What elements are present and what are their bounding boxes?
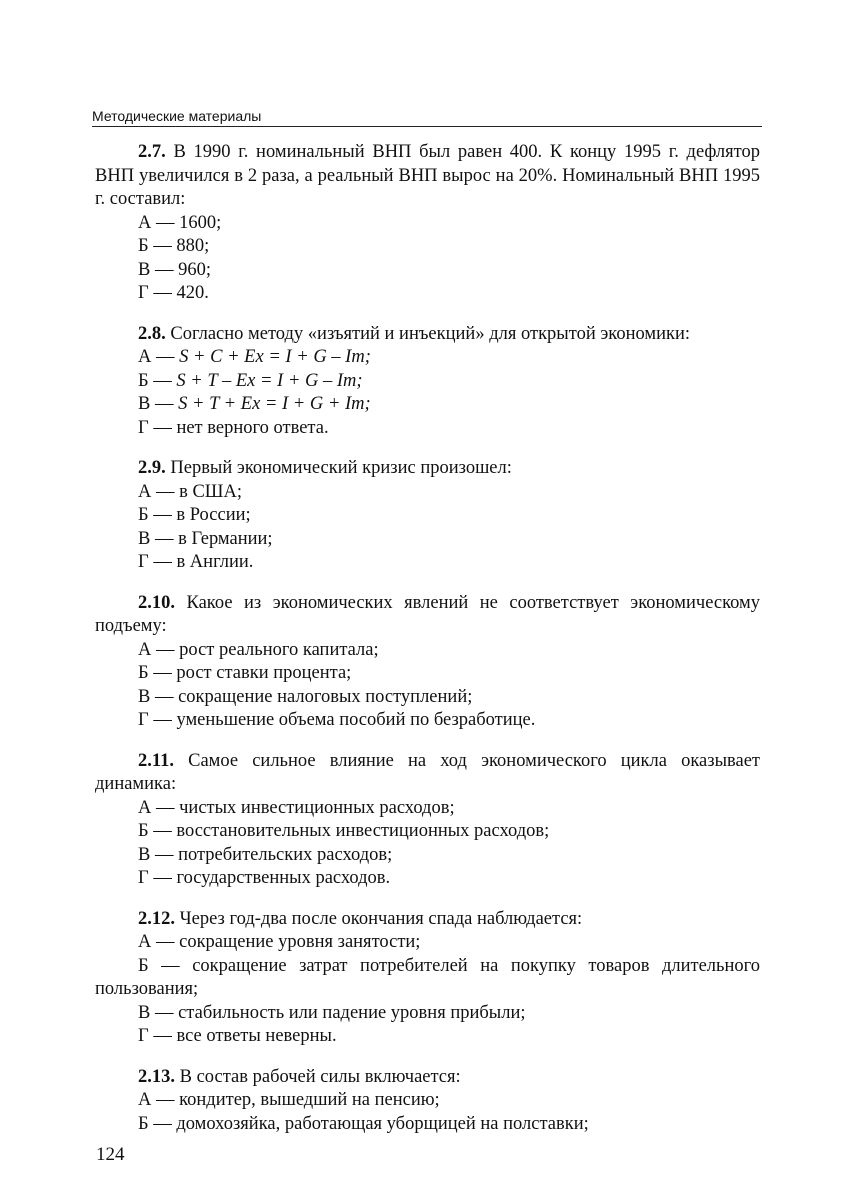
question-body: Первый экономический кризис произошел:	[170, 458, 512, 478]
answer-option-g: Г — в Англии.	[138, 552, 254, 572]
answer-option-g: Г — все ответы неверны.	[138, 1026, 337, 1046]
question-number: 2.10.	[138, 592, 175, 613]
question-2-11	[95, 750, 760, 891]
question-number: 2.8.	[138, 323, 166, 344]
answer-option-b: Б — 880;	[138, 236, 210, 256]
answer-option-b: Б — в России;	[138, 505, 251, 525]
question-text	[95, 323, 760, 347]
option-prefix: А —	[138, 347, 180, 367]
answer-option-g: Г — 420.	[138, 283, 209, 303]
question-2-8	[95, 323, 760, 441]
question-2-12	[95, 908, 760, 1049]
answer-option-v: В — сокращение налоговых поступлений;	[138, 686, 473, 707]
answer-option-v: В — потребительских расходов;	[138, 844, 393, 865]
answer-option-b: Б — восстановительных инвестиционных расходов;	[138, 821, 550, 841]
question-number: 2.7.	[138, 142, 166, 162]
answer-option-v	[95, 393, 760, 417]
question-text	[95, 1066, 760, 1090]
option-prefix: В —	[138, 394, 179, 414]
question-body: В состав рабочей силы включается:	[179, 1066, 461, 1087]
option-prefix: Б —	[138, 370, 177, 391]
question-text	[95, 750, 760, 797]
answer-option-g: Г — государственных расходов.	[138, 868, 391, 888]
option-prefix: Г — нет верного ответа.	[138, 417, 329, 438]
question-number: 2.13.	[138, 1066, 175, 1087]
page-content	[95, 141, 760, 1153]
option-formula: S + T – Ex = I + G – Im;	[176, 370, 363, 391]
question-2-7	[95, 141, 760, 306]
question-text	[95, 141, 760, 212]
page-number: 124	[96, 1144, 125, 1165]
question-2-13	[95, 1066, 760, 1137]
question-text	[95, 592, 760, 639]
question-2-9	[95, 457, 760, 575]
answer-option-a: А — чистых инвестиционных расходов;	[138, 797, 455, 818]
question-2-10	[95, 592, 760, 733]
question-body: Какое из экономических явлений не соответствует экономическому подъему:	[95, 592, 760, 636]
answer-option-a: А — 1600;	[138, 212, 222, 233]
answer-option-g: Г — уменьшение объема пособий по безработице.	[138, 710, 536, 730]
answer-option-a: А — рост реального капитала;	[138, 639, 379, 660]
answer-option-a: А — кондитер, вышедший на пенсию;	[138, 1090, 440, 1110]
option-formula: S + C + Ex = I + G – Im;	[179, 347, 371, 367]
answer-option-b: Б — рост ставки процента;	[138, 663, 352, 683]
question-number: 2.9.	[138, 458, 166, 478]
answer-option-a: А — сокращение уровня занятости;	[138, 932, 421, 952]
question-body: В 1990 г. номинальный ВНП был равен 400. К концу 1995 г. дефлятор ВНП увеличился в 2 раза, а реальный ВНП вырос на 20%. Номинальный ВНП 1995 г. составил:	[95, 142, 761, 209]
answer-option-g	[95, 417, 760, 441]
answer-option-v: В — в Германии;	[138, 528, 273, 549]
question-text	[95, 908, 760, 932]
question-text	[95, 457, 760, 481]
question-body: Согласно методу «изъятий и инъекций» для открытой экономики:	[170, 323, 691, 344]
answer-option-a: А — в США;	[138, 481, 242, 502]
answer-option-v: В — стабильность или падение уровня прибыли;	[138, 1002, 526, 1023]
question-number: 2.12.	[138, 908, 175, 929]
question-body: Самое сильное влияние на ход экономического цикла оказывает динамика:	[95, 750, 760, 794]
answer-option-b: Б — домохозяйка, работающая уборщицей на полставки;	[138, 1113, 589, 1134]
answer-option-b: Б — сокращение затрат потребителей на покупку товаров длительного пользования;	[95, 955, 760, 999]
answer-option-v: В — 960;	[138, 259, 211, 280]
question-number: 2.11.	[138, 750, 174, 771]
running-head: Методические материалы	[92, 108, 762, 127]
question-body: Через год-два после окончания спада наблюдается:	[179, 908, 583, 929]
option-formula: S + T + Ex = I + G + Im;	[178, 394, 371, 414]
answer-option-b	[95, 370, 760, 394]
answer-option-a	[95, 346, 760, 370]
